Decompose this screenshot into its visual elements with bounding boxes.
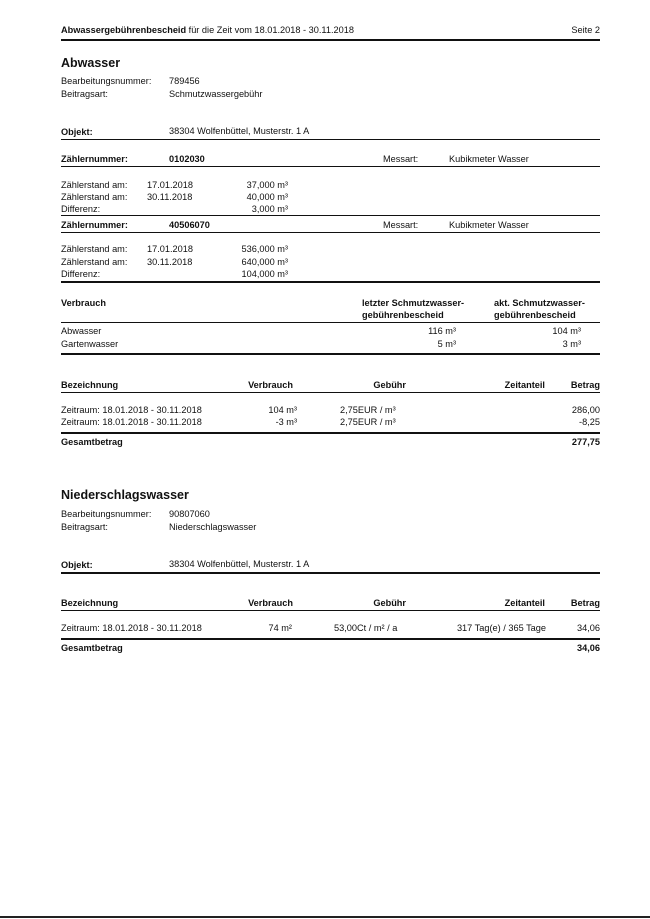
fee-header-gebuehr: Gebühr bbox=[373, 380, 406, 390]
verbrauch-row-current: 3 m³ bbox=[562, 339, 581, 349]
objekt-label: Objekt: bbox=[61, 127, 93, 137]
verbrauch-row-current: 104 m³ bbox=[552, 326, 581, 336]
zaehlernummer-label: Zählernummer: bbox=[61, 220, 128, 230]
messart-value: Kubikmeter Wasser bbox=[449, 220, 529, 230]
page-number: Seite 2 bbox=[571, 25, 600, 35]
zaehlernummer-value: 40506070 bbox=[169, 220, 210, 230]
verbrauch-divider bbox=[61, 322, 600, 323]
verbrauch-row-label: Gartenwasser bbox=[61, 339, 119, 349]
messart-value: Kubikmeter Wasser bbox=[449, 154, 529, 164]
fee-total-divider bbox=[61, 638, 600, 640]
objekt-value: 38304 Wolfenbüttel, Musterstr. 1 A bbox=[169, 126, 310, 136]
verbrauch-col-current-line2: gebührenbescheid bbox=[494, 310, 576, 320]
meter-row-label: Differenz: bbox=[61, 269, 101, 279]
header-title-rest: für die Zeit vom 18.01.2018 - 30.11.2018 bbox=[186, 25, 354, 35]
beitragsart-value: Schmutzwassergebühr bbox=[169, 89, 263, 99]
meter-row-label: Differenz: bbox=[61, 204, 101, 214]
fee-header-verbrauch: Verbrauch bbox=[248, 380, 293, 390]
zaehlernummer-label: Zählernummer: bbox=[61, 154, 128, 164]
section-title-abwasser: Abwasser bbox=[61, 56, 121, 70]
meter-row-value: 3,000 m³ bbox=[251, 204, 288, 214]
fee-divider bbox=[61, 610, 600, 611]
fee-row-verbrauch: 74 m² bbox=[268, 623, 292, 633]
objekt-label: Objekt: bbox=[61, 560, 93, 570]
beitragsart-label: Beitragsart: bbox=[61, 522, 108, 532]
gesamtbetrag-label: Gesamtbetrag bbox=[61, 643, 123, 653]
meter-row-value: 104,000 m³ bbox=[241, 269, 288, 279]
page-bottom-edge bbox=[0, 916, 650, 918]
meter-row-date: 30.11.2018 bbox=[147, 192, 193, 202]
meter-row-date: 30.11.2018 bbox=[147, 257, 193, 267]
verbrauch-row-label: Abwasser bbox=[61, 326, 102, 336]
fee-row-bezeichnung: Zeitraum: 18.01.2018 - 30.11.2018 bbox=[61, 623, 202, 633]
fee-row-verbrauch: -3 m³ bbox=[275, 417, 297, 427]
bearbeitungsnummer-value: 789456 bbox=[169, 76, 200, 86]
beitragsart-label: Beitragsart: bbox=[61, 89, 108, 99]
meter-row-label: Zählerstand am: bbox=[61, 180, 128, 190]
gesamtbetrag-label: Gesamtbetrag bbox=[61, 437, 123, 447]
fee-header-zeitanteil: Zeitanteil bbox=[504, 380, 545, 390]
fee-row-zeitanteil: 317 Tag(e) / 365 Tage bbox=[456, 623, 546, 633]
bearbeitungsnummer-label: Bearbeitungsnummer: bbox=[61, 509, 152, 519]
verbrauch-col-current-line1: akt. Schmutzwasser- bbox=[494, 298, 585, 308]
fee-row-gebuehr: 53,00Ct / m² / a bbox=[334, 623, 398, 633]
verbrauch-col-last-line1: letzter Schmutzwasser- bbox=[362, 298, 465, 308]
header-title-bold: Abwassergebührenbescheid bbox=[61, 25, 187, 35]
verbrauch-header: Verbrauch bbox=[61, 298, 106, 308]
meter-row-label: Zählerstand am: bbox=[61, 192, 128, 202]
fee-header-betrag: Betrag bbox=[570, 598, 600, 608]
fee-header-gebuehr: Gebühr bbox=[373, 598, 406, 608]
header-divider bbox=[61, 39, 600, 41]
objekt-value: 38304 Wolfenbüttel, Musterstr. 1 A bbox=[169, 559, 310, 569]
fee-header-betrag: Betrag bbox=[570, 380, 600, 390]
fee-row-bezeichnung: Zeitraum: 18.01.2018 - 30.11.2018 bbox=[61, 405, 202, 415]
meter-row-date: 17.01.2018 bbox=[147, 180, 193, 190]
gesamtbetrag-value: 277,75 bbox=[571, 437, 600, 447]
fee-header-bezeichnung: Bezeichnung bbox=[61, 380, 119, 390]
bearbeitungsnummer-value: 90807060 bbox=[169, 509, 210, 519]
meter-row-value: 640,000 m³ bbox=[241, 257, 288, 267]
fee-divider bbox=[61, 392, 600, 393]
zaehlernummer-value: 0102030 bbox=[169, 154, 205, 164]
gesamtbetrag-value: 34,06 bbox=[577, 643, 600, 653]
fee-header-bezeichnung: Bezeichnung bbox=[61, 598, 119, 608]
meter-divider bbox=[61, 232, 600, 233]
fee-total-divider bbox=[61, 432, 600, 434]
meter-divider bbox=[61, 215, 600, 216]
fee-row-betrag: 34,06 bbox=[577, 623, 600, 633]
beitragsart-value: Niederschlagswasser bbox=[169, 522, 257, 532]
objekt-divider bbox=[61, 139, 600, 140]
fee-header-verbrauch: Verbrauch bbox=[248, 598, 293, 608]
verbrauch-col-last-line2: gebührenbescheid bbox=[362, 310, 444, 320]
section-title-niederschlagswasser: Niederschlagswasser bbox=[61, 488, 189, 502]
meter-row-date: 17.01.2018 bbox=[147, 244, 193, 254]
fee-row-verbrauch: 104 m³ bbox=[268, 405, 297, 415]
fee-row-gebuehr: 2,75EUR / m³ bbox=[340, 417, 396, 427]
objekt-divider bbox=[61, 572, 600, 574]
verbrauch-row-last: 5 m³ bbox=[437, 339, 456, 349]
fee-row-betrag: -8,25 bbox=[579, 417, 600, 427]
fee-row-gebuehr: 2,75EUR / m³ bbox=[340, 405, 396, 415]
fee-row-bezeichnung: Zeitraum: 18.01.2018 - 30.11.2018 bbox=[61, 417, 202, 427]
meter-row-label: Zählerstand am: bbox=[61, 257, 128, 267]
fee-header-zeitanteil: Zeitanteil bbox=[504, 598, 545, 608]
meter-row-value: 536,000 m³ bbox=[241, 244, 288, 254]
bearbeitungsnummer-label: Bearbeitungsnummer: bbox=[61, 76, 152, 86]
verbrauch-divider bbox=[61, 353, 600, 355]
meter-row-label: Zählerstand am: bbox=[61, 244, 128, 254]
meter-row-value: 37,000 m³ bbox=[246, 180, 288, 190]
verbrauch-row-last: 116 m³ bbox=[428, 326, 456, 336]
meter-divider bbox=[61, 166, 600, 167]
messart-label: Messart: bbox=[383, 220, 419, 230]
messart-label: Messart: bbox=[383, 154, 419, 164]
document-header-title bbox=[61, 25, 354, 35]
fee-row-betrag: 286,00 bbox=[571, 405, 600, 415]
meter-divider bbox=[61, 281, 600, 283]
meter-row-value: 40,000 m³ bbox=[246, 192, 288, 202]
